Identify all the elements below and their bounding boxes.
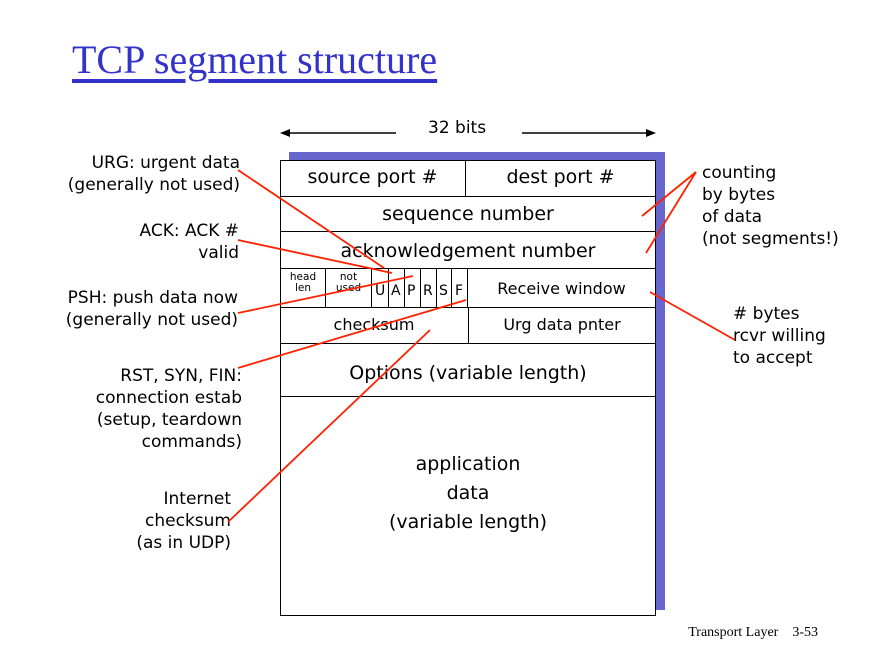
source-port-field: source port # [307, 166, 438, 188]
counting-pointer-line-seq [642, 172, 696, 216]
flag-syn: S [439, 283, 448, 299]
checksum-pointer-line [228, 330, 430, 522]
psh-annotation: PSH: push data now (generally not used) [65, 288, 238, 330]
flag-urg: U [375, 283, 386, 299]
ack-pointer-line [238, 240, 392, 273]
psh-pointer-line [238, 276, 416, 313]
not-used-field: not used [335, 271, 362, 294]
options-field: Options (variable length) [349, 362, 587, 384]
ack-annotation: ACK: ACK # valid [139, 221, 239, 263]
flag-fin: F [455, 283, 464, 299]
flag-rst: R [423, 283, 433, 299]
urg-pointer-field: Urg data pnter [503, 315, 621, 334]
head-len-field: head len [289, 271, 317, 294]
receive-window-field: Receive window [497, 279, 626, 298]
sequence-number-field: sequence number [382, 203, 554, 225]
counting-pointer-line-ack [646, 172, 696, 253]
rst-syn-fin-pointer-line [238, 300, 466, 368]
flag-psh: P [407, 283, 416, 299]
rcvr-window-pointer-line [650, 292, 735, 340]
dest-port-field: dest port # [506, 166, 615, 188]
width-label: 32 bits [428, 118, 487, 138]
urg-annotation: URG: urgent data (generally not used) [67, 153, 240, 195]
footer-section: Transport Layer [688, 625, 779, 640]
ack-number-field: acknowledgement number [340, 240, 596, 262]
rcvr-window-annotation: # bytes rcvr willing to accept [733, 304, 826, 368]
application-data-field: application data (variable length) [388, 453, 548, 533]
flag-ack: A [391, 283, 401, 299]
urg-pointer-line [238, 170, 384, 268]
footer-page-number: 3-53 [792, 625, 818, 640]
checksum-field: checksum [333, 315, 415, 334]
page-title: TCP segment structure [72, 37, 438, 82]
counting-annotation: counting by bytes of data (not segments!) [702, 163, 839, 249]
footer [688, 625, 818, 641]
rst-syn-fin-annotation: RST, SYN, FIN: connection estab (setup, teardown commands) [95, 366, 242, 452]
checksum-annotation: Internet checksum (as in UDP) [136, 489, 231, 553]
